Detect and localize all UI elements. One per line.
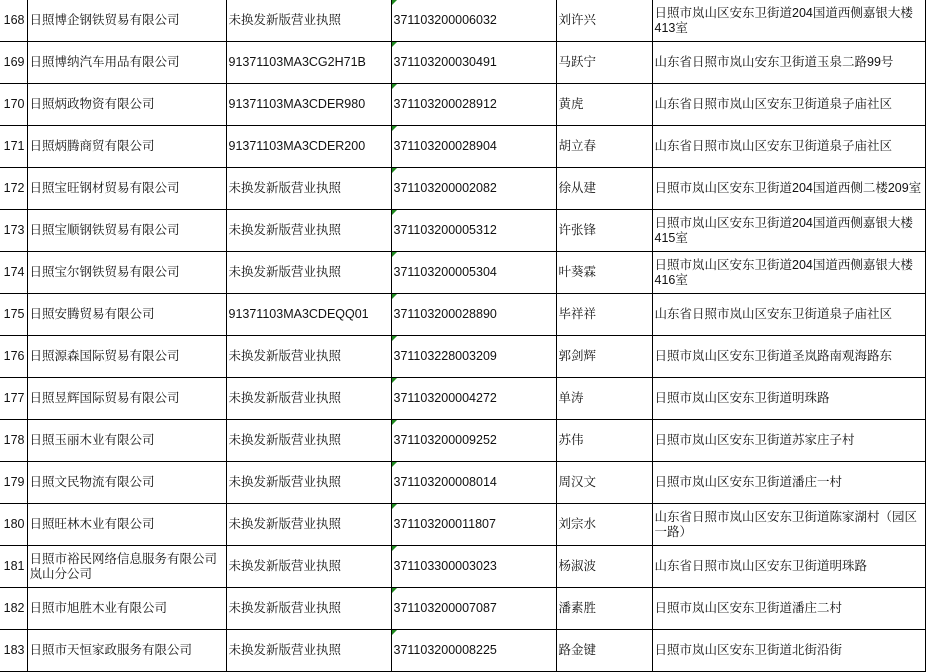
row-number[interactable]: 175 <box>0 294 27 336</box>
row-number[interactable]: 181 <box>0 546 27 588</box>
row-number[interactable]: 170 <box>0 84 27 126</box>
legal-person-cell[interactable]: 杨淑波 <box>556 546 652 588</box>
registration-number-cell[interactable]: 371103200006032 <box>391 0 556 42</box>
legal-person-cell[interactable]: 胡立春 <box>556 126 652 168</box>
table-row <box>0 294 925 336</box>
company-name-cell[interactable]: 日照宝尔钢铁贸易有限公司 <box>27 252 226 294</box>
registration-number-cell[interactable]: 371103200002082 <box>391 168 556 210</box>
registration-number-cell[interactable]: 371103228003209 <box>391 336 556 378</box>
table-row <box>0 336 925 378</box>
company-name-cell[interactable]: 日照炳腾商贸有限公司 <box>27 126 226 168</box>
address-cell[interactable]: 日照市岚山区安东卫街道潘庄一村 <box>652 462 925 504</box>
address-cell[interactable]: 日照市岚山区安东卫街道204国道西侧嘉银大楼415室 <box>652 210 925 252</box>
row-number[interactable]: 168 <box>0 0 27 42</box>
table-row <box>0 462 925 504</box>
legal-person-cell[interactable]: 单涛 <box>556 378 652 420</box>
company-name-cell[interactable]: 日照市旭胜木业有限公司 <box>27 588 226 630</box>
company-name-cell[interactable]: 日照安腾贸易有限公司 <box>27 294 226 336</box>
license-cell[interactable]: 未换发新版营业执照 <box>226 630 391 672</box>
address-cell[interactable]: 山东省日照市岚山安东卫街道玉泉二路99号 <box>652 42 925 84</box>
legal-person-cell[interactable]: 徐从建 <box>556 168 652 210</box>
registration-number-cell[interactable]: 371103200028890 <box>391 294 556 336</box>
company-name-cell[interactable]: 日照炳政物资有限公司 <box>27 84 226 126</box>
row-number[interactable]: 172 <box>0 168 27 210</box>
license-cell[interactable]: 91371103MA3CDER200 <box>226 126 391 168</box>
registration-number-cell[interactable]: 371103200011807 <box>391 504 556 546</box>
license-cell[interactable]: 91371103MA3CDER980 <box>226 84 391 126</box>
address-cell[interactable]: 山东省日照市岚山区安东卫街道陈家湖村（园区一路） <box>652 504 925 546</box>
address-cell[interactable]: 日照市岚山区安东卫街道圣岚路南观海路东 <box>652 336 925 378</box>
legal-person-cell[interactable]: 许张锋 <box>556 210 652 252</box>
row-number[interactable]: 173 <box>0 210 27 252</box>
address-cell[interactable]: 日照市岚山区安东卫街道204国道西侧嘉银大楼416室 <box>652 252 925 294</box>
table-row <box>0 0 925 42</box>
registration-number-cell[interactable]: 371103200008225 <box>391 630 556 672</box>
address-cell[interactable]: 日照市岚山区安东卫街道明珠路 <box>652 378 925 420</box>
row-number[interactable]: 174 <box>0 252 27 294</box>
table-row <box>0 546 925 588</box>
registration-number-cell[interactable]: 371103200028904 <box>391 126 556 168</box>
registration-number-cell[interactable]: 371103200028912 <box>391 84 556 126</box>
address-cell[interactable]: 日照市岚山区安东卫街道潘庄二村 <box>652 588 925 630</box>
legal-person-cell[interactable]: 叶葵霖 <box>556 252 652 294</box>
license-cell[interactable]: 未换发新版营业执照 <box>226 462 391 504</box>
legal-person-cell[interactable]: 毕祥祥 <box>556 294 652 336</box>
legal-person-cell[interactable]: 苏伟 <box>556 420 652 462</box>
row-number[interactable]: 171 <box>0 126 27 168</box>
table-row <box>0 42 925 84</box>
company-name-cell[interactable]: 日照文民物流有限公司 <box>27 462 226 504</box>
row-number[interactable]: 178 <box>0 420 27 462</box>
registration-number-cell[interactable]: 371103200030491 <box>391 42 556 84</box>
table-row <box>0 84 925 126</box>
registration-number-cell[interactable]: 371103200008014 <box>391 462 556 504</box>
license-cell[interactable]: 未换发新版营业执照 <box>226 168 391 210</box>
legal-person-cell[interactable]: 刘宗水 <box>556 504 652 546</box>
table-row <box>0 210 925 252</box>
license-cell[interactable]: 未换发新版营业执照 <box>226 588 391 630</box>
company-name-cell[interactable]: 日照旺林木业有限公司 <box>27 504 226 546</box>
legal-person-cell[interactable]: 郭剑辉 <box>556 336 652 378</box>
address-cell[interactable]: 日照市岚山区安东卫街道204国道西侧二楼209室 <box>652 168 925 210</box>
company-name-cell[interactable]: 日照源森国际贸易有限公司 <box>27 336 226 378</box>
row-number[interactable]: 183 <box>0 630 27 672</box>
company-name-cell[interactable]: 日照博纳汽车用品有限公司 <box>27 42 226 84</box>
registration-number-cell[interactable]: 371103200005304 <box>391 252 556 294</box>
license-cell[interactable]: 未换发新版营业执照 <box>226 504 391 546</box>
legal-person-cell[interactable]: 马跃宁 <box>556 42 652 84</box>
company-name-cell[interactable]: 日照博企钢铁贸易有限公司 <box>27 0 226 42</box>
table-row <box>0 168 925 210</box>
legal-person-cell[interactable]: 周汉文 <box>556 462 652 504</box>
address-cell[interactable]: 山东省日照市岚山区安东卫街道泉子庙社区 <box>652 84 925 126</box>
row-number[interactable]: 182 <box>0 588 27 630</box>
registration-number-cell[interactable]: 371103200007087 <box>391 588 556 630</box>
table-row <box>0 420 925 462</box>
registration-number-cell[interactable]: 371103300003023 <box>391 546 556 588</box>
address-cell[interactable]: 日照市岚山区安东卫街道北街沿街 <box>652 630 925 672</box>
legal-person-cell[interactable]: 黄虎 <box>556 84 652 126</box>
legal-person-cell[interactable]: 路金键 <box>556 630 652 672</box>
company-name-cell[interactable]: 日照玉丽木业有限公司 <box>27 420 226 462</box>
address-cell[interactable]: 山东省日照市岚山区安东卫街道泉子庙社区 <box>652 126 925 168</box>
registration-number-cell[interactable]: 371103200009252 <box>391 420 556 462</box>
license-cell[interactable]: 未换发新版营业执照 <box>226 378 391 420</box>
address-cell[interactable]: 山东省日照市岚山区安东卫街道泉子庙社区 <box>652 294 925 336</box>
company-name-cell[interactable]: 日照昱辉国际贸易有限公司 <box>27 378 226 420</box>
company-name-cell[interactable]: 日照市裕民网络信息服务有限公司岚山分公司 <box>27 546 226 588</box>
row-number[interactable]: 177 <box>0 378 27 420</box>
legal-person-cell[interactable]: 潘素胜 <box>556 588 652 630</box>
license-cell[interactable]: 未换发新版营业执照 <box>226 210 391 252</box>
registration-number-cell[interactable]: 371103200005312 <box>391 210 556 252</box>
license-cell[interactable]: 91371103MA3CDEQQ01 <box>226 294 391 336</box>
license-cell[interactable]: 未换发新版营业执照 <box>226 252 391 294</box>
address-cell[interactable]: 日照市岚山区安东卫街道苏家庄子村 <box>652 420 925 462</box>
company-name-cell[interactable]: 日照宝旺钢材贸易有限公司 <box>27 168 226 210</box>
address-cell[interactable]: 日照市岚山区安东卫街道204国道西侧嘉银大楼413室 <box>652 0 925 42</box>
table-row <box>0 126 925 168</box>
table-row <box>0 378 925 420</box>
license-cell[interactable]: 未换发新版营业执照 <box>226 546 391 588</box>
license-cell[interactable]: 91371103MA3CG2H71B <box>226 42 391 84</box>
table-row <box>0 504 925 546</box>
table-row <box>0 588 925 630</box>
table-row <box>0 630 925 672</box>
row-number[interactable]: 176 <box>0 336 27 378</box>
company-name-cell[interactable]: 日照市天恒家政服务有限公司 <box>27 630 226 672</box>
row-number[interactable]: 180 <box>0 504 27 546</box>
row-number[interactable]: 169 <box>0 42 27 84</box>
registration-number-cell[interactable]: 371103200004272 <box>391 378 556 420</box>
address-cell[interactable]: 山东省日照市岚山区安东卫街道明珠路 <box>652 546 925 588</box>
legal-person-cell[interactable]: 刘许兴 <box>556 0 652 42</box>
license-cell[interactable]: 未换发新版营业执照 <box>226 0 391 42</box>
license-cell[interactable]: 未换发新版营业执照 <box>226 420 391 462</box>
company-name-cell[interactable]: 日照宝顺钢铁贸易有限公司 <box>27 210 226 252</box>
row-number[interactable]: 179 <box>0 462 27 504</box>
table-row <box>0 252 925 294</box>
license-cell[interactable]: 未换发新版营业执照 <box>226 336 391 378</box>
